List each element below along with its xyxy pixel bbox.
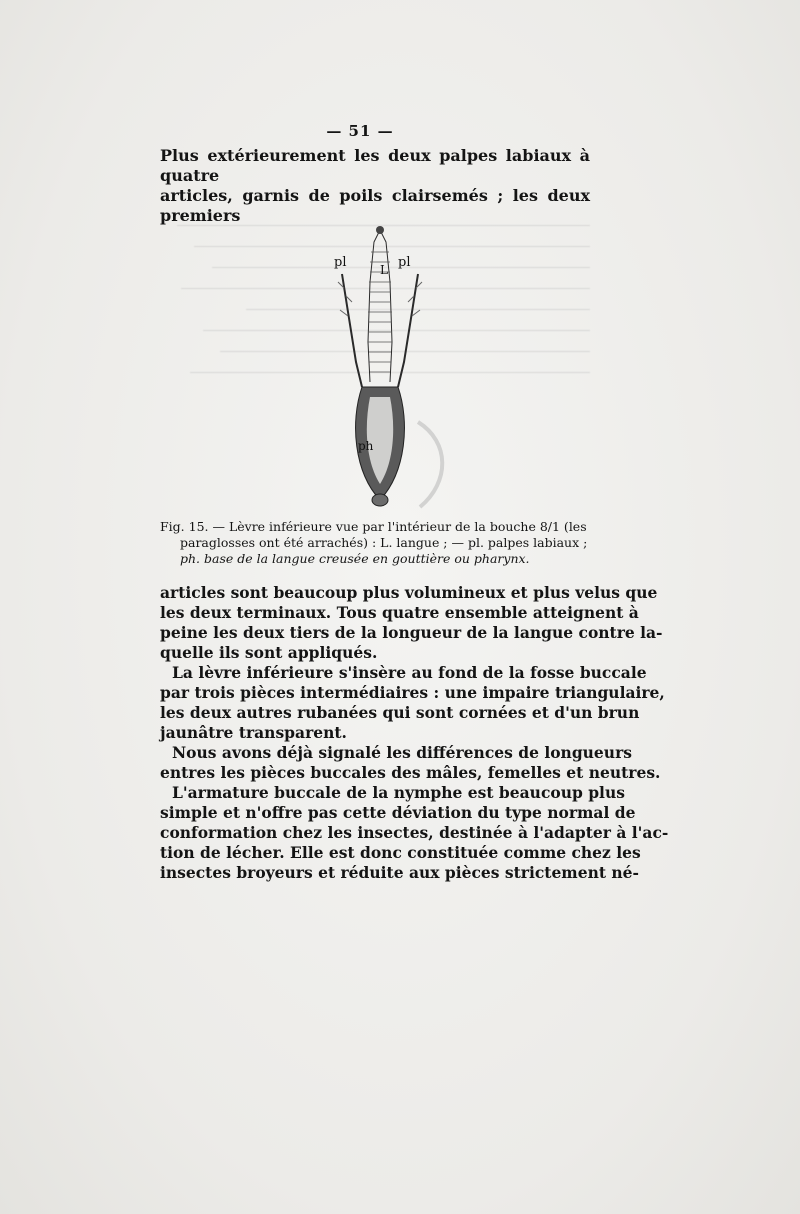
figure-labial-illustration [300, 222, 460, 512]
text-line: Plus extérieurement les deux palpes labiaux à quatre [160, 146, 590, 185]
figure-caption [160, 519, 590, 567]
text-line: articles, garnis de poils clairsemés ; les deux premiers [160, 186, 590, 225]
labium-engraving [300, 222, 460, 512]
caption-line: Fig. 15. — Lèvre inférieure vue par l'intérieur de la bouche 8/1 (les [160, 519, 587, 534]
page-number: — 51 — [326, 122, 394, 140]
text-line: jaunâtre transparent. [160, 723, 347, 742]
caption-line: paraglosses ont été arrachés) : L. langue ; — pl. palpes labiaux ; [180, 535, 588, 550]
text-line: La lèvre inférieure s'insère au fond de la fosse buccale [172, 663, 647, 682]
label-L: L [380, 263, 388, 277]
text-line: les deux autres rubanées qui sont cornées et d'un brun [160, 703, 640, 722]
text-line: entres les pièces buccales des mâles, femelles et neutres. [160, 763, 661, 782]
text-line: quelle ils sont appliqués. [160, 643, 378, 662]
text-line: Nous avons déjà signalé les différences de longueurs [172, 743, 632, 762]
text-line: les deux terminaux. Tous quatre ensemble atteignent à [160, 603, 639, 622]
text-line: par trois pièces intermédiaires : une impaire triangulaire, [160, 683, 665, 702]
label-pl-left: pl [334, 255, 347, 270]
label-pl-right: pl [398, 255, 411, 270]
text-line: peine les deux tiers de la longueur de la langue contre la- [160, 623, 663, 642]
text-line: tion de lécher. Elle est donc constituée comme chez les [160, 843, 641, 862]
text-line: L'armature buccale de la nymphe est beaucoup plus [172, 783, 625, 802]
text-line: simple et n'offre pas cette déviation du type normal de [160, 803, 636, 822]
label-ph: ph [358, 439, 374, 453]
top-paragraph [160, 146, 590, 226]
text-line: insectes broyeurs et réduite aux pièces strictement né- [160, 863, 639, 882]
body-text [160, 583, 669, 883]
text-line: conformation chez les insectes, destinée à l'adapter à l'ac- [160, 823, 669, 842]
caption-line: ph. base de la langue creusée en gouttière ou pharynx. [180, 551, 530, 566]
text-line: articles sont beaucoup plus volumineux et plus velus que [160, 583, 658, 602]
